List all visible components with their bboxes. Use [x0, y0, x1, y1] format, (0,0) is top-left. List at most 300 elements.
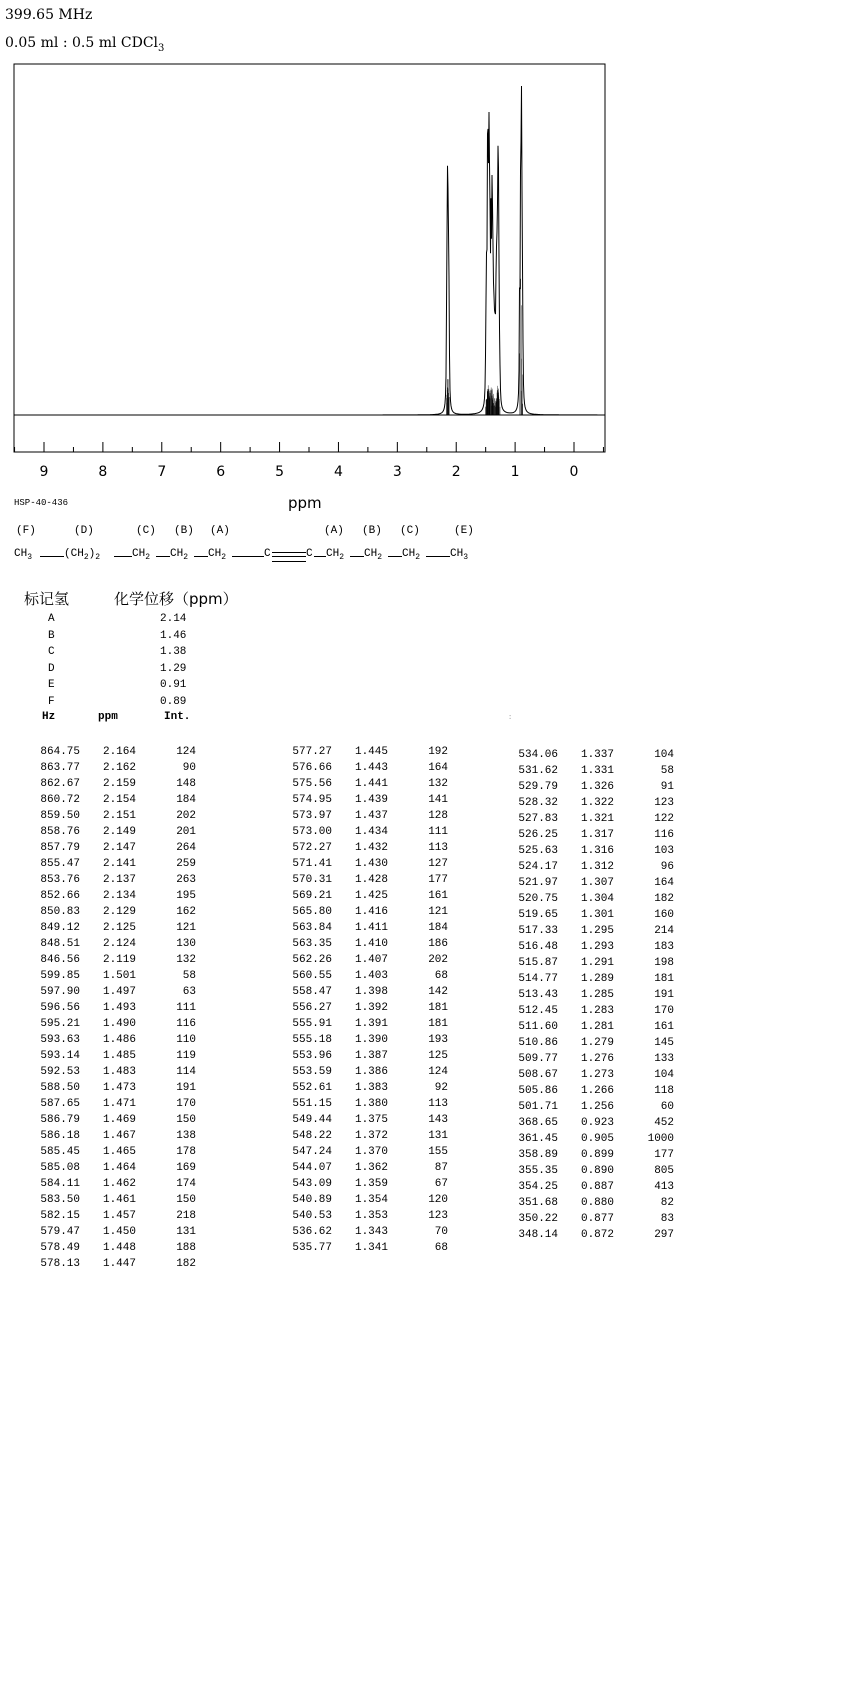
peak-intensity: 121 [428, 906, 448, 918]
peak-ppm: 2.119 [102, 954, 136, 966]
peak-intensity: 131 [176, 1226, 196, 1238]
peak-ppm: 0.905 [580, 1133, 614, 1145]
peak-hz: 582.15 [40, 1210, 80, 1222]
group-ch3-right: $CH_3$ [450, 548, 469, 563]
x-tick-label: 1 [510, 464, 520, 480]
peak-intensity: 104 [654, 749, 674, 761]
peak-intensity: 181 [428, 1018, 448, 1030]
peak-hz: 553.59 [292, 1066, 332, 1078]
peak-intensity: 452 [654, 1117, 674, 1129]
peak-intensity: 121 [176, 922, 196, 934]
peak-intensity: 195 [176, 890, 196, 902]
peak-intensity: 182 [654, 893, 674, 905]
peak-intensity: 188 [176, 1242, 196, 1254]
peak-hz: 524.17 [518, 861, 558, 873]
peak-intensity: 191 [654, 989, 674, 1001]
peak-ppm: 1.289 [580, 973, 614, 985]
peak-intensity: 127 [428, 858, 448, 870]
peak-ppm: 1.291 [580, 957, 614, 969]
peak-hz: 536.62 [292, 1226, 332, 1238]
peak-hz: 515.87 [518, 957, 558, 969]
peak-intensity: 132 [428, 778, 448, 790]
peak-hz: 583.50 [40, 1194, 80, 1206]
peak-intensity: 218 [176, 1210, 196, 1222]
peak-ppm: 1.497 [102, 986, 136, 998]
assignment-header [24, 588, 238, 609]
peak-hz: 350.22 [518, 1213, 558, 1225]
peak-hz: 358.89 [518, 1149, 558, 1161]
peak-intensity: 142 [428, 986, 448, 998]
peak-intensity: 63 [182, 986, 196, 998]
peak-intensity: 111 [176, 1002, 196, 1014]
peak-hz: 549.44 [292, 1114, 332, 1126]
peak-ppm: 0.877 [580, 1213, 614, 1225]
peak-ppm: 1.439 [354, 794, 388, 806]
peak-hz: 585.45 [40, 1146, 80, 1158]
peak-hz: 585.08 [40, 1162, 80, 1174]
peak-intensity: 67 [434, 1178, 448, 1190]
peak-ppm: 1.359 [354, 1178, 388, 1190]
peak-intensity: 91 [660, 781, 674, 793]
peak-intensity: 123 [428, 1210, 448, 1222]
solvent-ratio [5, 35, 164, 54]
peak-ppm: 1.301 [580, 909, 614, 921]
peak-hz: 543.09 [292, 1178, 332, 1190]
peak-ppm: 2.154 [102, 794, 136, 806]
peak-intensity: 133 [654, 1053, 674, 1065]
peak-intensity: 177 [428, 874, 448, 886]
group-ch3-left: $CH_3$ [14, 548, 33, 563]
peak-ppm: 0.872 [580, 1229, 614, 1241]
assignment-value: 0.89 [160, 695, 187, 708]
peak-intensity: 183 [654, 941, 674, 953]
peak-intensity: 119 [176, 1050, 196, 1062]
peak-intensity: 162 [176, 906, 196, 918]
peak-ppm: 2.164 [102, 746, 136, 758]
peak-intensity: 264 [176, 842, 196, 854]
peak-intensity: 104 [654, 1069, 674, 1081]
peak-ppm: 1.285 [580, 989, 614, 1001]
peak-ppm: 1.501 [102, 970, 136, 982]
peak-ppm: 1.380 [354, 1098, 388, 1110]
peak-ppm: 1.295 [580, 925, 614, 937]
peak-hz: 569.21 [292, 890, 332, 902]
peak-hz: 544.07 [292, 1162, 332, 1174]
peak-ppm: 1.256 [580, 1101, 614, 1113]
group-ch2-a-right: $CH_2$ [326, 548, 345, 563]
peak-intensity: 110 [176, 1034, 196, 1046]
peak-hz: 540.53 [292, 1210, 332, 1222]
peak-ppm: 1.372 [354, 1130, 388, 1142]
x-tick-label: 5 [275, 464, 285, 480]
peak-ppm: 1.322 [580, 797, 614, 809]
bond [350, 556, 364, 557]
peak-ppm: 1.283 [580, 1005, 614, 1017]
peak-hz: 368.65 [518, 1117, 558, 1129]
peak-hz: 355.35 [518, 1165, 558, 1177]
peak-ppm: 1.362 [354, 1162, 388, 1174]
spectrometer-frequency: 399.65 MHz [5, 7, 93, 23]
assignment-value: 1.29 [160, 662, 187, 675]
peak-intensity: 259 [176, 858, 196, 870]
peak-intensity: 178 [176, 1146, 196, 1158]
peak-intensity: 1000 [647, 1133, 674, 1145]
bond [426, 556, 450, 557]
peak-ppm: 1.337 [580, 749, 614, 761]
peak-ppm: 1.447 [102, 1258, 136, 1270]
peak-intensity: 132 [176, 954, 196, 966]
peak-ppm: 1.266 [580, 1085, 614, 1097]
peak-hz: 563.84 [292, 922, 332, 934]
peak-intensity: 138 [176, 1130, 196, 1142]
peak-hz: 556.27 [292, 1002, 332, 1014]
peak-ppm: 1.428 [354, 874, 388, 886]
assignment-key: B [48, 629, 55, 642]
group-ch2-b-right: $CH_2$ [364, 548, 383, 563]
peak-hz: 593.63 [40, 1034, 80, 1046]
peak-ppm: 1.273 [580, 1069, 614, 1081]
peak-ppm: 1.448 [102, 1242, 136, 1254]
peak-hz: 528.32 [518, 797, 558, 809]
peak-ppm: 1.391 [354, 1018, 388, 1030]
peak-hz: 547.24 [292, 1146, 332, 1158]
peak-intensity: 184 [176, 794, 196, 806]
peak-ppm: 1.387 [354, 1050, 388, 1062]
assignment-shift-header: 化学位移（ppm） [114, 590, 238, 608]
peak-hz: 535.77 [292, 1242, 332, 1254]
label-c-right: (C) [400, 525, 420, 537]
spectrum-code: HSP-40-436 [14, 498, 69, 508]
peak-ppm: 2.162 [102, 762, 136, 774]
peak-intensity: 177 [654, 1149, 674, 1161]
peak-hz: 509.77 [518, 1053, 558, 1065]
peak-hz: 531.62 [518, 765, 558, 777]
x-tick-label: 0 [569, 464, 579, 480]
x-tick-label: 2 [451, 464, 461, 480]
bond [156, 556, 170, 557]
peak-ppm: 1.293 [580, 941, 614, 953]
peak-intensity: 164 [428, 762, 448, 774]
triple-bond [272, 552, 306, 562]
peak-hz: 597.90 [40, 986, 80, 998]
peak-ppm: 1.317 [580, 829, 614, 841]
peak-ppm: 1.411 [354, 922, 388, 934]
peak-intensity: 160 [654, 909, 674, 921]
peak-hz: 525.63 [518, 845, 558, 857]
peak-hz: 587.65 [40, 1098, 80, 1110]
peak-intensity: 124 [176, 746, 196, 758]
peak-intensity: 60 [660, 1101, 674, 1113]
bond [314, 556, 326, 557]
peak-hz: 562.26 [292, 954, 332, 966]
peak-intensity: 68 [434, 1242, 448, 1254]
x-tick-label: 4 [333, 464, 343, 480]
peak-ppm: 0.890 [580, 1165, 614, 1177]
peak-hz: 513.43 [518, 989, 558, 1001]
atom-c-right: C [306, 548, 313, 560]
assignment-key: D [48, 662, 55, 675]
peak-hz: 354.25 [518, 1181, 558, 1193]
peak-ppm: 2.149 [102, 826, 136, 838]
peak-hz: 578.49 [40, 1242, 80, 1254]
peak-intensity: 192 [428, 746, 448, 758]
peak-intensity: 116 [176, 1018, 196, 1030]
assignment-key: C [48, 646, 55, 658]
peak-hz: 852.66 [40, 890, 80, 902]
peak-ppm: 2.134 [102, 890, 136, 902]
bond [388, 556, 402, 557]
peak-intensity: 128 [428, 810, 448, 822]
group-ch2-n: $(CH_2)_2$ [64, 548, 101, 563]
peak-intensity: 155 [428, 1146, 448, 1158]
peak-ppm: 1.304 [580, 893, 614, 905]
peak-hz: 573.97 [292, 810, 332, 822]
peak-ppm: 2.124 [102, 938, 136, 950]
peak-ppm: 1.410 [354, 938, 388, 950]
assignment-value: 1.46 [160, 629, 187, 642]
peak-intensity: 96 [660, 861, 674, 873]
peak-hz: 512.45 [518, 1005, 558, 1017]
peak-ppm: 1.316 [580, 845, 614, 857]
peak-ppm: 1.331 [580, 765, 614, 777]
assignment-value: 1.38 [160, 646, 187, 658]
peak-hz: 584.11 [40, 1178, 80, 1190]
group-ch2-c-left: $CH_2$ [132, 548, 151, 563]
peak-intensity: 161 [654, 1021, 674, 1033]
peak-ppm: 1.375 [354, 1114, 388, 1126]
peak-hz: 595.21 [40, 1018, 80, 1030]
label-c-left: (C) [136, 525, 156, 537]
peak-intensity: 116 [654, 829, 674, 841]
peak-hz: 863.77 [40, 762, 80, 774]
peak-intensity: 263 [176, 874, 196, 886]
peak-hz: 853.76 [40, 874, 80, 886]
peak-intensity: 169 [176, 1162, 196, 1174]
peak-ppm: 1.490 [102, 1018, 136, 1030]
peak-ppm: 1.471 [102, 1098, 136, 1110]
peak-hz: 571.41 [292, 858, 332, 870]
peak-ppm: 1.386 [354, 1066, 388, 1078]
peak-hz: 351.68 [518, 1197, 558, 1209]
peak-intensity: 198 [654, 957, 674, 969]
peak-intensity: 123 [654, 797, 674, 809]
peak-intensity: 130 [176, 938, 196, 950]
peak-hz: 563.35 [292, 938, 332, 950]
peak-ppm: 1.403 [354, 970, 388, 982]
peak-ppm: 1.493 [102, 1002, 136, 1014]
peak-hz: 558.47 [292, 986, 332, 998]
peak-intensity: 148 [176, 778, 196, 790]
peak-hz: 573.00 [292, 826, 332, 838]
peak-ppm: 1.425 [354, 890, 388, 902]
stray-mark: : [508, 714, 513, 722]
x-tick-label: 6 [216, 464, 226, 480]
peak-ppm: 1.326 [580, 781, 614, 793]
peak-ppm: 1.464 [102, 1162, 136, 1174]
peak-intensity: 297 [654, 1229, 674, 1241]
peak-hz: 588.50 [40, 1082, 80, 1094]
peak-ppm: 1.416 [354, 906, 388, 918]
peak-ppm: 0.923 [580, 1117, 614, 1129]
x-axis-label: ppm [288, 494, 322, 512]
peak-hz: 593.14 [40, 1050, 80, 1062]
atom-c-left: C [264, 548, 271, 560]
assignment-label-header: 标记氢 [24, 590, 70, 608]
solvent-subscript: 3 [158, 42, 165, 54]
peak-hz: 846.56 [40, 954, 80, 966]
peak-ppm: 1.343 [354, 1226, 388, 1238]
peak-intensity: 103 [654, 845, 674, 857]
header-int: Int. [164, 711, 191, 723]
peak-intensity: 174 [176, 1178, 196, 1190]
peak-hz: 508.67 [518, 1069, 558, 1081]
peak-hz: 570.31 [292, 874, 332, 886]
x-tick-label: 7 [157, 464, 167, 480]
group-ch2-a-left: $CH_2$ [208, 548, 227, 563]
peak-intensity: 70 [434, 1226, 448, 1238]
x-tick-label: 3 [392, 464, 402, 480]
peak-intensity: 124 [428, 1066, 448, 1078]
peak-intensity: 202 [428, 954, 448, 966]
peak-ppm: 1.392 [354, 1002, 388, 1014]
peak-hz: 576.66 [292, 762, 332, 774]
peak-ppm: 0.880 [580, 1197, 614, 1209]
peak-intensity: 143 [428, 1114, 448, 1126]
peak-hz: 514.77 [518, 973, 558, 985]
peak-ppm: 1.434 [354, 826, 388, 838]
peak-intensity: 201 [176, 826, 196, 838]
peak-ppm: 2.125 [102, 922, 136, 934]
peak-hz: 862.67 [40, 778, 80, 790]
peak-intensity: 191 [176, 1082, 196, 1094]
x-tick-label: 9 [39, 464, 49, 480]
peak-intensity: 90 [182, 762, 196, 774]
x-axis-ticks [15, 442, 604, 452]
peak-hz: 510.86 [518, 1037, 558, 1049]
peak-intensity: 58 [182, 970, 196, 982]
peak-intensity: 68 [434, 970, 448, 982]
peak-hz: 864.75 [40, 746, 80, 758]
peak-intensity: 413 [654, 1181, 674, 1193]
peak-intensity: 184 [428, 922, 448, 934]
assignment-key: E [48, 679, 55, 691]
peak-hz: 592.53 [40, 1066, 80, 1078]
peak-ppm: 2.151 [102, 810, 136, 822]
peak-ppm: 1.281 [580, 1021, 614, 1033]
peak-hz: 516.48 [518, 941, 558, 953]
x-axis-tick-labels [40, 464, 579, 480]
peak-intensity: 202 [176, 810, 196, 822]
peak-intensity: 92 [434, 1082, 448, 1094]
peak-intensity: 122 [654, 813, 674, 825]
peak-hz: 555.18 [292, 1034, 332, 1046]
peak-intensity: 58 [660, 765, 674, 777]
solvent-text: 0.05 ml : 0.5 ml CDCl [5, 35, 159, 51]
peak-ppm: 1.483 [102, 1066, 136, 1078]
peak-hz: 599.85 [40, 970, 80, 982]
peak-hz: 548.22 [292, 1130, 332, 1142]
group-ch2-c-right: $CH_2$ [402, 548, 421, 563]
bond [40, 556, 64, 557]
peak-ppm: 1.473 [102, 1082, 136, 1094]
peak-hz: 527.83 [518, 813, 558, 825]
bond [114, 556, 132, 557]
peak-hz: 505.86 [518, 1085, 558, 1097]
peak-ppm: 1.354 [354, 1194, 388, 1206]
peak-hz: 565.80 [292, 906, 332, 918]
peak-hz: 520.75 [518, 893, 558, 905]
assignment-value: 0.91 [160, 679, 187, 691]
peak-ppm: 2.147 [102, 842, 136, 854]
peak-ppm: 1.430 [354, 858, 388, 870]
header-hz: Hz [42, 711, 56, 723]
peak-ppm: 1.441 [354, 778, 388, 790]
peak-ppm: 0.899 [580, 1149, 614, 1161]
peak-hz: 348.14 [518, 1229, 558, 1241]
peak-hz: 579.47 [40, 1226, 80, 1238]
peak-hz: 529.79 [518, 781, 558, 793]
peak-ppm: 1.462 [102, 1178, 136, 1190]
peak-intensity: 83 [660, 1213, 674, 1225]
peak-ppm: 1.445 [354, 746, 388, 758]
peak-hz: 586.18 [40, 1130, 80, 1142]
assignment-key: A [48, 613, 55, 625]
peak-ppm: 1.461 [102, 1194, 136, 1206]
plot-frame [14, 64, 605, 452]
label-a-left: (A) [210, 525, 230, 537]
peak-hz: 578.13 [40, 1258, 80, 1270]
header-ppm: ppm [98, 711, 118, 723]
peak-hz: 553.96 [292, 1050, 332, 1062]
peak-hz: 849.12 [40, 922, 80, 934]
assignment-key: F [48, 695, 55, 708]
peak-hz: 540.89 [292, 1194, 332, 1206]
peak-ppm: 1.279 [580, 1037, 614, 1049]
peak-intensity: 82 [660, 1197, 674, 1209]
spectrum-trace [14, 86, 605, 415]
peak-hz: 850.83 [40, 906, 80, 918]
peak-ppm: 1.443 [354, 762, 388, 774]
peak-intensity: 141 [428, 794, 448, 806]
peak-ppm: 1.486 [102, 1034, 136, 1046]
peak-ppm: 2.141 [102, 858, 136, 870]
peak-intensity: 113 [428, 1098, 448, 1110]
peak-hz: 859.50 [40, 810, 80, 822]
peak-intensity: 114 [176, 1066, 196, 1078]
peak-hz: 596.56 [40, 1002, 80, 1014]
peak-intensity: 164 [654, 877, 674, 889]
peak-ppm: 2.159 [102, 778, 136, 790]
peak-ppm: 0.887 [580, 1181, 614, 1193]
peak-intensity: 87 [434, 1162, 448, 1174]
peak-intensity: 111 [428, 826, 448, 838]
peak-intensity: 805 [654, 1165, 674, 1177]
peak-hz: 848.51 [40, 938, 80, 950]
peak-hz: 572.27 [292, 842, 332, 854]
assignment-value: 2.14 [160, 613, 187, 625]
peak-intensity: 131 [428, 1130, 448, 1142]
peak-ppm: 1.432 [354, 842, 388, 854]
peak-hz: 574.95 [292, 794, 332, 806]
peak-intensity: 150 [176, 1194, 196, 1206]
peak-intensity: 113 [428, 842, 448, 854]
peak-hz: 521.97 [518, 877, 558, 889]
peak-ppm: 1.321 [580, 813, 614, 825]
peak-hz: 857.79 [40, 842, 80, 854]
peak-ppm: 1.390 [354, 1034, 388, 1046]
peak-hz: 577.27 [292, 746, 332, 758]
peak-ppm: 1.370 [354, 1146, 388, 1158]
